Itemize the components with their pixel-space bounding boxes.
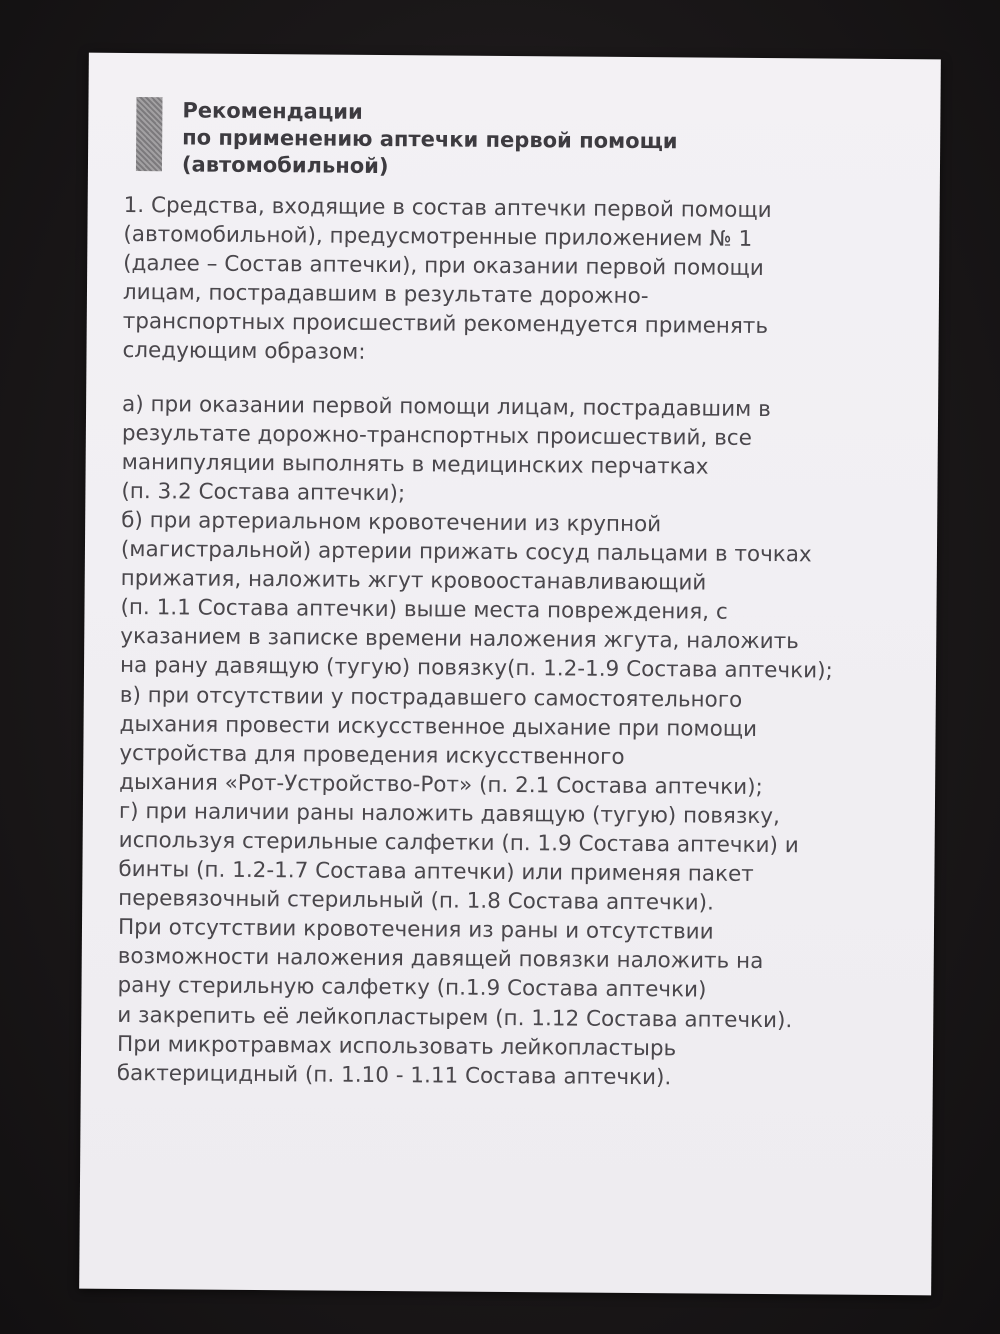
text-line: указанием в записке времени наложения жгута, наложить [120, 624, 799, 655]
text-line: 1. Средства, входящие в состав аптечки первой помощи [123, 192, 772, 224]
heading-line: Рекомендации [182, 98, 363, 124]
heading-line: по применению аптечки первой помощи [182, 125, 678, 154]
text-line: г) при наличии раны наложить давящую (тугую) повязку, [118, 798, 780, 829]
text-line: перевязочный стерильный (п. 1.8 Состава аптечки). [118, 886, 715, 916]
text-line: (п. 1.1 Состава аптечки) выше места повреждения, с [120, 595, 728, 625]
text-line: дыхания «Рот-Устройство-Рот» (п. 2.1 Состава аптечки); [119, 769, 763, 800]
leaflet-paper [79, 53, 941, 1296]
text-line: а) при оказании первой помощи лицам, пострадавшим в [122, 391, 771, 422]
text-line: и закрепить её лейкопластырем (п. 1.12 Состава аптечки). [117, 1002, 793, 1033]
text-line: результате дорожно-транспортных происшествий, все [121, 420, 752, 451]
text-line: (автомобильной), предусмотренные приложением № 1 [123, 222, 753, 252]
text-line: на рану давящую (тугую) повязку(п. 1.2-1.9 Состава аптечки); [119, 653, 833, 684]
text-line: в) при отсутствии у пострадавшего самостоятельного [119, 682, 743, 713]
text-line: манипуляции выполнять в медицинских перчатках [121, 449, 709, 480]
text-line: следующим образом: [122, 338, 366, 366]
document-heading [182, 97, 903, 184]
text-line: б) при артериальном кровотечении из крупной [121, 507, 662, 538]
text-line: дыхания провести искусственное дыхание при помощи [119, 711, 758, 742]
heading-marker-bar [136, 97, 163, 171]
text-line: При микротравмах использовать лейкопластырь [116, 1031, 677, 1061]
text-line: При отсутствии кровотечения из раны и отсутствии [117, 915, 714, 945]
text-line: устройства для проведения искусственного [119, 740, 625, 770]
text-line: возможности наложения давящей повязки наложить на [117, 944, 764, 975]
text-line: бактерицидный (п. 1.10 - 1.11 Состава аптечки). [116, 1060, 672, 1090]
document-body [117, 191, 914, 1094]
text-line: используя стерильные салфетки (п. 1.9 Состава аптечки) и [118, 827, 799, 859]
text-line: рану стерильную салфетку (п.1.9 Состава аптечки) [117, 973, 707, 1003]
text-line: прижатия, наложить жгут кровоостанавливающий [120, 566, 707, 596]
text-line: лицам, пострадавшим в результате дорожно- [122, 280, 649, 310]
text-line: транспортных происшествий рекомендуется применять [122, 309, 769, 340]
text-line: (далее – Состав аптечки), при оказании первой помощи [123, 251, 764, 282]
recommendations-list [117, 390, 912, 1094]
text-line: (магистральной) артерии прижать сосуд пальцами в точках [120, 536, 812, 568]
intro-paragraph [122, 191, 913, 372]
heading-line: (автомобильной) [181, 152, 389, 179]
text-line: бинты (п. 1.2-1.7 Состава аптечки) или применяя пакет [118, 856, 754, 887]
text-line: (п. 3.2 Состава аптечки); [121, 478, 406, 507]
